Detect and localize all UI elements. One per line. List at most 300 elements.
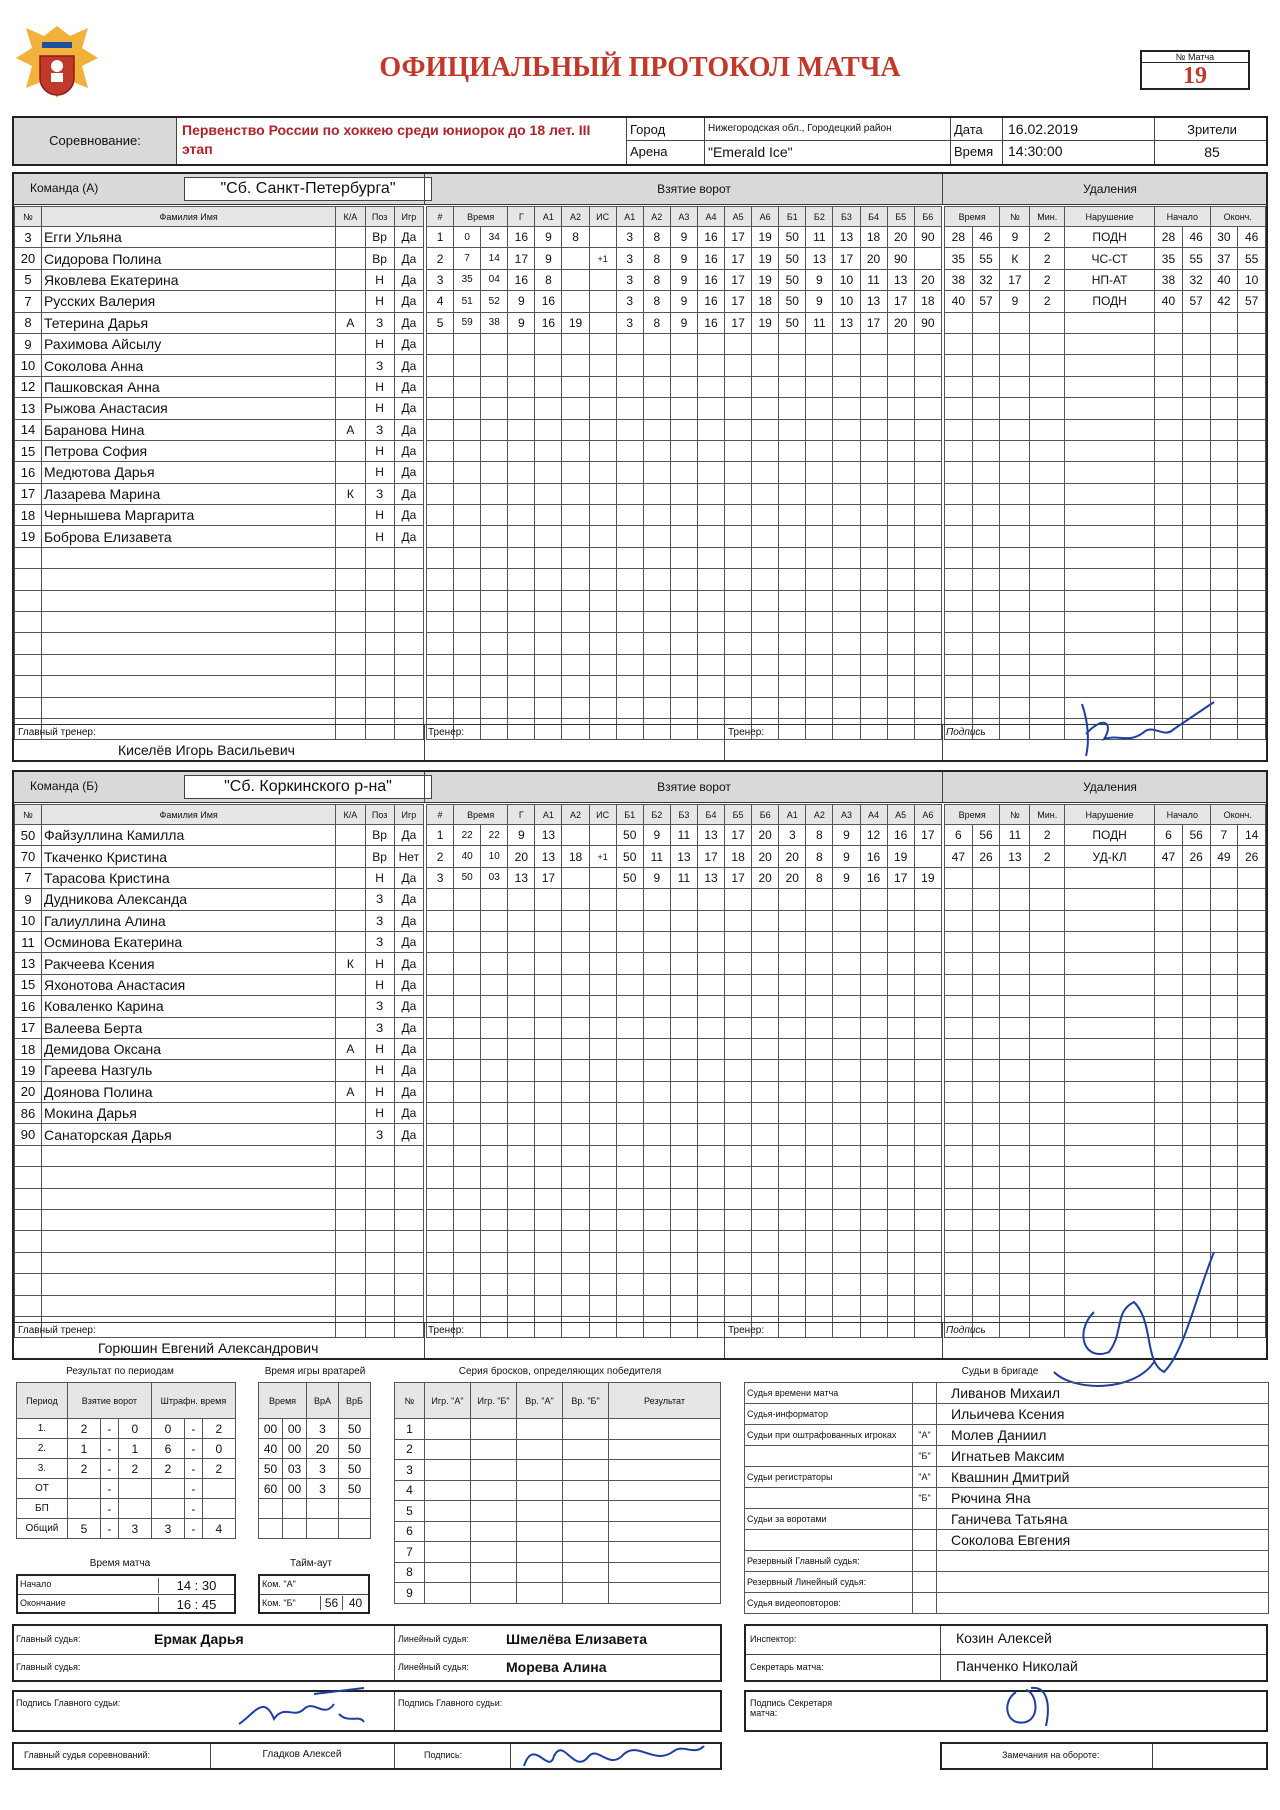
player-role: К bbox=[336, 953, 365, 974]
period-value: - bbox=[185, 1499, 203, 1519]
goal-cell bbox=[562, 974, 589, 995]
goal-cell bbox=[508, 333, 535, 354]
penalty-cell: 40 bbox=[1210, 269, 1238, 290]
penalty-cell bbox=[1065, 1167, 1155, 1188]
penalty-cell bbox=[1182, 312, 1210, 333]
goal-cell: 50 bbox=[779, 227, 806, 248]
goal-cell bbox=[860, 676, 887, 697]
official-row bbox=[745, 1593, 1269, 1614]
goal-cell bbox=[643, 931, 670, 952]
table-row bbox=[15, 547, 424, 568]
goal-cell bbox=[779, 889, 806, 910]
goal-cell: 16 bbox=[697, 227, 724, 248]
goal-cell bbox=[725, 333, 752, 354]
shootout-cell bbox=[563, 1460, 609, 1481]
goal-cell bbox=[589, 1295, 616, 1316]
penalty-cell bbox=[1155, 1188, 1183, 1209]
goal-cell: 16 bbox=[697, 312, 724, 333]
goal-cell bbox=[697, 1145, 724, 1166]
table-row bbox=[427, 1103, 942, 1124]
player-name: Егги Ульяна bbox=[41, 227, 335, 248]
goal-cell bbox=[454, 526, 481, 547]
penalty-cell bbox=[1182, 333, 1210, 354]
table-row bbox=[427, 248, 942, 269]
penalty-cell bbox=[972, 526, 1000, 547]
table-row bbox=[427, 974, 942, 995]
goal-cell bbox=[779, 1145, 806, 1166]
goal-cell bbox=[535, 633, 562, 654]
goal-cell bbox=[887, 526, 914, 547]
column-header: № bbox=[15, 805, 42, 825]
goal-cell bbox=[806, 376, 833, 397]
player-number: 17 bbox=[15, 1017, 42, 1038]
goal-cell bbox=[833, 697, 860, 718]
goal-cell: 1 bbox=[427, 825, 454, 846]
penalty-cell bbox=[1065, 996, 1155, 1017]
table-row bbox=[427, 1038, 942, 1059]
goal-cell: 14 bbox=[481, 248, 508, 269]
goal-cell bbox=[887, 1038, 914, 1059]
player-role bbox=[336, 846, 365, 867]
player-role bbox=[336, 462, 365, 483]
goal-cell: 17 bbox=[725, 312, 752, 333]
goal-cell: 34 bbox=[481, 227, 508, 248]
goal-cell bbox=[725, 1145, 752, 1166]
goal-cell bbox=[562, 355, 589, 376]
goal-cell bbox=[454, 398, 481, 419]
goal-cell bbox=[779, 910, 806, 931]
goal-cell bbox=[481, 483, 508, 504]
goal-cell: 4 bbox=[427, 291, 454, 312]
player-role bbox=[336, 590, 365, 611]
penalty-cell bbox=[1065, 633, 1155, 654]
goal-cell bbox=[670, 419, 697, 440]
goal-cell bbox=[725, 1017, 752, 1038]
goal-cell bbox=[508, 1274, 535, 1295]
column-header: Период bbox=[17, 1383, 68, 1419]
goal-cell bbox=[914, 1167, 941, 1188]
goal-cell bbox=[454, 1188, 481, 1209]
goal-cell bbox=[670, 1274, 697, 1295]
goal-cell bbox=[616, 333, 643, 354]
goal-cell bbox=[427, 1231, 454, 1252]
period-name: 3. bbox=[17, 1459, 68, 1479]
player-role bbox=[336, 697, 365, 718]
goal-cell bbox=[697, 590, 724, 611]
goalie-value: 3 bbox=[307, 1419, 339, 1439]
penalty-cell: ПОДН bbox=[1065, 227, 1155, 248]
column-header: Поз bbox=[365, 805, 394, 825]
goal-cell bbox=[833, 1231, 860, 1252]
goal-cell bbox=[589, 1231, 616, 1252]
goal-cell bbox=[697, 1274, 724, 1295]
period-value: 3 bbox=[151, 1519, 184, 1539]
shootout-cell bbox=[471, 1542, 517, 1563]
player-played: Да bbox=[394, 526, 423, 547]
goal-cell bbox=[670, 718, 697, 739]
column-header: А4 bbox=[860, 805, 887, 825]
penalty-cell bbox=[945, 1167, 973, 1188]
team-a-coach2-label: Тренер: bbox=[728, 727, 765, 738]
goal-cell: 50 bbox=[616, 867, 643, 888]
goal-cell bbox=[806, 676, 833, 697]
secretary-signature-icon bbox=[996, 1682, 1066, 1732]
table-row bbox=[427, 269, 942, 290]
player-position: Вр bbox=[365, 846, 394, 867]
goal-cell bbox=[725, 1188, 752, 1209]
goal-cell bbox=[887, 1124, 914, 1145]
goal-cell: 20 bbox=[887, 312, 914, 333]
goal-cell bbox=[535, 1017, 562, 1038]
penalty-cell bbox=[1238, 931, 1266, 952]
goal-cell bbox=[779, 483, 806, 504]
header-row bbox=[15, 207, 424, 227]
goal-cell bbox=[752, 953, 779, 974]
penalty-cell bbox=[1182, 376, 1210, 397]
goal-cell bbox=[481, 398, 508, 419]
goal-cell bbox=[697, 996, 724, 1017]
goal-cell: 9 bbox=[670, 227, 697, 248]
goal-cell bbox=[887, 697, 914, 718]
penalty-cell bbox=[1155, 547, 1183, 568]
goal-cell bbox=[454, 590, 481, 611]
penalty-cell bbox=[1210, 633, 1238, 654]
penalty-cell bbox=[1030, 398, 1065, 419]
player-number: 17 bbox=[15, 483, 42, 504]
goal-cell: 17 bbox=[725, 269, 752, 290]
goal-cell bbox=[752, 398, 779, 419]
goal-cell bbox=[914, 1252, 941, 1273]
penalty-cell bbox=[945, 333, 973, 354]
penalty-cell bbox=[945, 697, 973, 718]
column-header: А6 bbox=[914, 805, 941, 825]
time-value: 14:30:00 bbox=[1008, 143, 1063, 159]
goal-cell: 3 bbox=[616, 227, 643, 248]
official-role bbox=[745, 1488, 913, 1509]
goal-cell bbox=[616, 654, 643, 675]
penalty-cell bbox=[1000, 355, 1030, 376]
player-number: 13 bbox=[15, 953, 42, 974]
penalty-cell bbox=[1182, 419, 1210, 440]
penalty-cell bbox=[1030, 1188, 1065, 1209]
shootout-row bbox=[395, 1542, 721, 1563]
player-played bbox=[394, 718, 423, 739]
penalty-cell bbox=[1210, 1081, 1238, 1102]
penalty-cell bbox=[1155, 1081, 1183, 1102]
goal-cell: 19 bbox=[752, 248, 779, 269]
player-played: Да bbox=[394, 248, 423, 269]
penalty-cell: 2 bbox=[1030, 248, 1065, 269]
goal-cell bbox=[779, 974, 806, 995]
penalty-cell bbox=[1000, 654, 1030, 675]
column-header: A3 bbox=[670, 207, 697, 227]
goal-cell bbox=[806, 697, 833, 718]
goal-cell bbox=[752, 697, 779, 718]
table-row bbox=[15, 569, 424, 590]
penalty-cell bbox=[972, 590, 1000, 611]
goal-cell bbox=[454, 1167, 481, 1188]
goalie-time-table bbox=[258, 1382, 371, 1539]
period-value: - bbox=[101, 1439, 119, 1459]
goal-cell bbox=[697, 505, 724, 526]
goal-cell bbox=[887, 1295, 914, 1316]
official-name: Квашнин Дмитрий bbox=[937, 1467, 1269, 1488]
goal-cell bbox=[481, 1038, 508, 1059]
shootout-row bbox=[395, 1419, 721, 1440]
goal-cell bbox=[616, 1274, 643, 1295]
penalty-cell bbox=[1182, 398, 1210, 419]
period-value bbox=[118, 1499, 151, 1519]
goal-cell bbox=[643, 1103, 670, 1124]
official-team-tag: "Б" bbox=[913, 1488, 937, 1509]
goal-cell bbox=[697, 1081, 724, 1102]
penalty-cell: 38 bbox=[945, 269, 973, 290]
goal-cell bbox=[914, 654, 941, 675]
table-row bbox=[427, 355, 942, 376]
player-name bbox=[41, 1210, 335, 1231]
goal-cell bbox=[914, 1316, 941, 1337]
goal-cell bbox=[427, 1038, 454, 1059]
goal-cell: 03 bbox=[481, 867, 508, 888]
goal-cell bbox=[887, 953, 914, 974]
goalie-value bbox=[259, 1519, 283, 1539]
penalty-cell bbox=[1065, 1210, 1155, 1231]
penalty-cell: 57 bbox=[972, 291, 1000, 312]
player-position bbox=[365, 1316, 394, 1337]
penalty-cell bbox=[1238, 376, 1266, 397]
goal-cell bbox=[508, 1231, 535, 1252]
shootout-number: 1 bbox=[395, 1419, 425, 1440]
goal-cell bbox=[508, 1210, 535, 1231]
goal-cell bbox=[752, 333, 779, 354]
player-role bbox=[336, 398, 365, 419]
goal-cell bbox=[725, 697, 752, 718]
player-name bbox=[41, 633, 335, 654]
player-played: Да bbox=[394, 440, 423, 461]
penalty-cell bbox=[1238, 312, 1266, 333]
goal-cell bbox=[562, 333, 589, 354]
goal-cell bbox=[535, 974, 562, 995]
goal-cell bbox=[806, 996, 833, 1017]
goal-cell: 9 bbox=[833, 846, 860, 867]
player-played bbox=[394, 1316, 423, 1337]
goal-cell bbox=[725, 569, 752, 590]
shootout-cell bbox=[425, 1460, 471, 1481]
player-position: Н bbox=[365, 505, 394, 526]
goal-cell bbox=[481, 633, 508, 654]
penalty-cell bbox=[1030, 1145, 1065, 1166]
goal-cell: 19 bbox=[562, 312, 589, 333]
penalty-cell bbox=[1000, 910, 1030, 931]
notes-row bbox=[940, 1742, 1268, 1770]
goal-cell: 5 bbox=[427, 312, 454, 333]
player-role bbox=[336, 718, 365, 739]
goal-cell bbox=[562, 654, 589, 675]
goal-cell bbox=[562, 612, 589, 633]
goal-cell bbox=[508, 526, 535, 547]
goal-cell bbox=[670, 398, 697, 419]
goal-cell bbox=[887, 1316, 914, 1337]
goal-cell bbox=[643, 718, 670, 739]
goal-cell bbox=[670, 1231, 697, 1252]
penalty-cell bbox=[1000, 440, 1030, 461]
official-row bbox=[745, 1425, 1269, 1446]
goal-cell bbox=[562, 633, 589, 654]
goal-cell: 13 bbox=[806, 248, 833, 269]
player-role bbox=[336, 1145, 365, 1166]
penalty-cell bbox=[1030, 889, 1065, 910]
goal-cell bbox=[779, 1295, 806, 1316]
goal-cell bbox=[833, 590, 860, 611]
penalty-cell bbox=[1182, 889, 1210, 910]
period-row bbox=[17, 1499, 236, 1519]
player-position: Вр bbox=[365, 227, 394, 248]
table-row bbox=[945, 355, 1266, 376]
penalty-cell bbox=[1182, 569, 1210, 590]
goal-cell bbox=[535, 1103, 562, 1124]
goal-cell bbox=[914, 1274, 941, 1295]
goal-cell bbox=[481, 953, 508, 974]
spectators-label: Зрители bbox=[1187, 122, 1237, 137]
team-a-goals-title: Взятие ворот bbox=[657, 182, 731, 196]
penalty-cell bbox=[1210, 1124, 1238, 1145]
goal-cell bbox=[806, 505, 833, 526]
penalty-cell bbox=[945, 1252, 973, 1273]
table-row bbox=[15, 462, 424, 483]
penalty-cell bbox=[1030, 569, 1065, 590]
player-name: Демидова Оксана bbox=[41, 1038, 335, 1059]
goal-cell bbox=[806, 910, 833, 931]
goal-cell bbox=[643, 1274, 670, 1295]
goal-cell bbox=[508, 953, 535, 974]
goal-cell bbox=[535, 1316, 562, 1337]
player-played bbox=[394, 1231, 423, 1252]
goal-cell bbox=[643, 1145, 670, 1166]
goal-cell bbox=[643, 419, 670, 440]
penalty-cell bbox=[1000, 953, 1030, 974]
shootout-row bbox=[395, 1480, 721, 1501]
goal-cell: 17 bbox=[535, 867, 562, 888]
penalty-cell bbox=[1030, 1210, 1065, 1231]
goal-cell bbox=[508, 676, 535, 697]
goal-cell: 0 bbox=[454, 227, 481, 248]
goal-cell bbox=[535, 1145, 562, 1166]
player-played: Да bbox=[394, 398, 423, 419]
goal-cell bbox=[427, 355, 454, 376]
goal-cell bbox=[427, 1103, 454, 1124]
goal-cell bbox=[860, 1210, 887, 1231]
column-header: A6 bbox=[752, 207, 779, 227]
goal-cell bbox=[833, 1167, 860, 1188]
goal-cell bbox=[508, 440, 535, 461]
goal-cell bbox=[481, 1252, 508, 1273]
goal-cell: 1 bbox=[427, 227, 454, 248]
chief-sign-label: Подпись: bbox=[424, 1750, 463, 1760]
goal-cell bbox=[914, 526, 941, 547]
goal-cell: 59 bbox=[454, 312, 481, 333]
goal-cell bbox=[670, 1210, 697, 1231]
period-row bbox=[17, 1479, 236, 1499]
column-header: Результат bbox=[609, 1383, 721, 1419]
goal-cell bbox=[914, 248, 941, 269]
penalty-cell bbox=[1065, 612, 1155, 633]
goal-cell bbox=[860, 1103, 887, 1124]
column-header: A4 bbox=[697, 207, 724, 227]
player-position: Н bbox=[365, 376, 394, 397]
goal-cell bbox=[779, 676, 806, 697]
goal-cell bbox=[914, 1210, 941, 1231]
penalty-cell bbox=[1155, 910, 1183, 931]
goal-cell bbox=[616, 547, 643, 568]
player-name: Русских Валерия bbox=[41, 291, 335, 312]
goal-cell bbox=[562, 248, 589, 269]
goal-cell bbox=[508, 654, 535, 675]
goal-cell bbox=[643, 1231, 670, 1252]
penalty-cell bbox=[1238, 1103, 1266, 1124]
goal-cell bbox=[427, 1145, 454, 1166]
player-role bbox=[336, 676, 365, 697]
goal-cell bbox=[589, 910, 616, 931]
goalie-value: 3 bbox=[307, 1479, 339, 1499]
goal-cell bbox=[454, 996, 481, 1017]
goal-cell bbox=[643, 1210, 670, 1231]
penalty-cell bbox=[945, 312, 973, 333]
penalty-cell bbox=[945, 398, 973, 419]
period-row bbox=[17, 1459, 236, 1479]
goal-cell: 8 bbox=[806, 846, 833, 867]
table-row bbox=[15, 974, 424, 995]
penalty-cell bbox=[945, 1145, 973, 1166]
penalty-cell bbox=[972, 1081, 1000, 1102]
goalie-row bbox=[259, 1439, 371, 1459]
goal-cell bbox=[752, 483, 779, 504]
penalty-cell: 10 bbox=[1238, 269, 1266, 290]
goal-cell bbox=[427, 333, 454, 354]
goal-cell bbox=[725, 676, 752, 697]
player-position: Вр bbox=[365, 825, 394, 846]
table-row bbox=[427, 633, 942, 654]
player-number: 20 bbox=[15, 248, 42, 269]
goal-cell bbox=[589, 227, 616, 248]
column-header: Г bbox=[508, 207, 535, 227]
penalty-cell bbox=[1155, 889, 1183, 910]
player-role: К bbox=[336, 483, 365, 504]
column-header: № bbox=[1000, 207, 1030, 227]
goal-cell bbox=[562, 440, 589, 461]
table-row bbox=[15, 440, 424, 461]
player-name: Чернышева Маргарита bbox=[41, 505, 335, 526]
goal-cell bbox=[697, 1103, 724, 1124]
goal-cell bbox=[670, 910, 697, 931]
penalty-cell bbox=[1030, 505, 1065, 526]
penalty-cell bbox=[972, 1103, 1000, 1124]
player-name: Пашковская Анна bbox=[41, 376, 335, 397]
goal-cell bbox=[725, 996, 752, 1017]
player-played: Да bbox=[394, 483, 423, 504]
player-position bbox=[365, 1295, 394, 1316]
penalty-cell bbox=[1210, 1038, 1238, 1059]
penalty-cell bbox=[1182, 996, 1210, 1017]
penalty-cell bbox=[972, 953, 1000, 974]
player-position: Н bbox=[365, 526, 394, 547]
goal-cell bbox=[697, 547, 724, 568]
match-number-label: № Матча bbox=[1142, 52, 1248, 63]
penalty-cell bbox=[1065, 569, 1155, 590]
goal-cell: 50 bbox=[616, 825, 643, 846]
penalty-cell bbox=[1155, 462, 1183, 483]
penalty-cell bbox=[1155, 1038, 1183, 1059]
penalty-cell bbox=[972, 654, 1000, 675]
